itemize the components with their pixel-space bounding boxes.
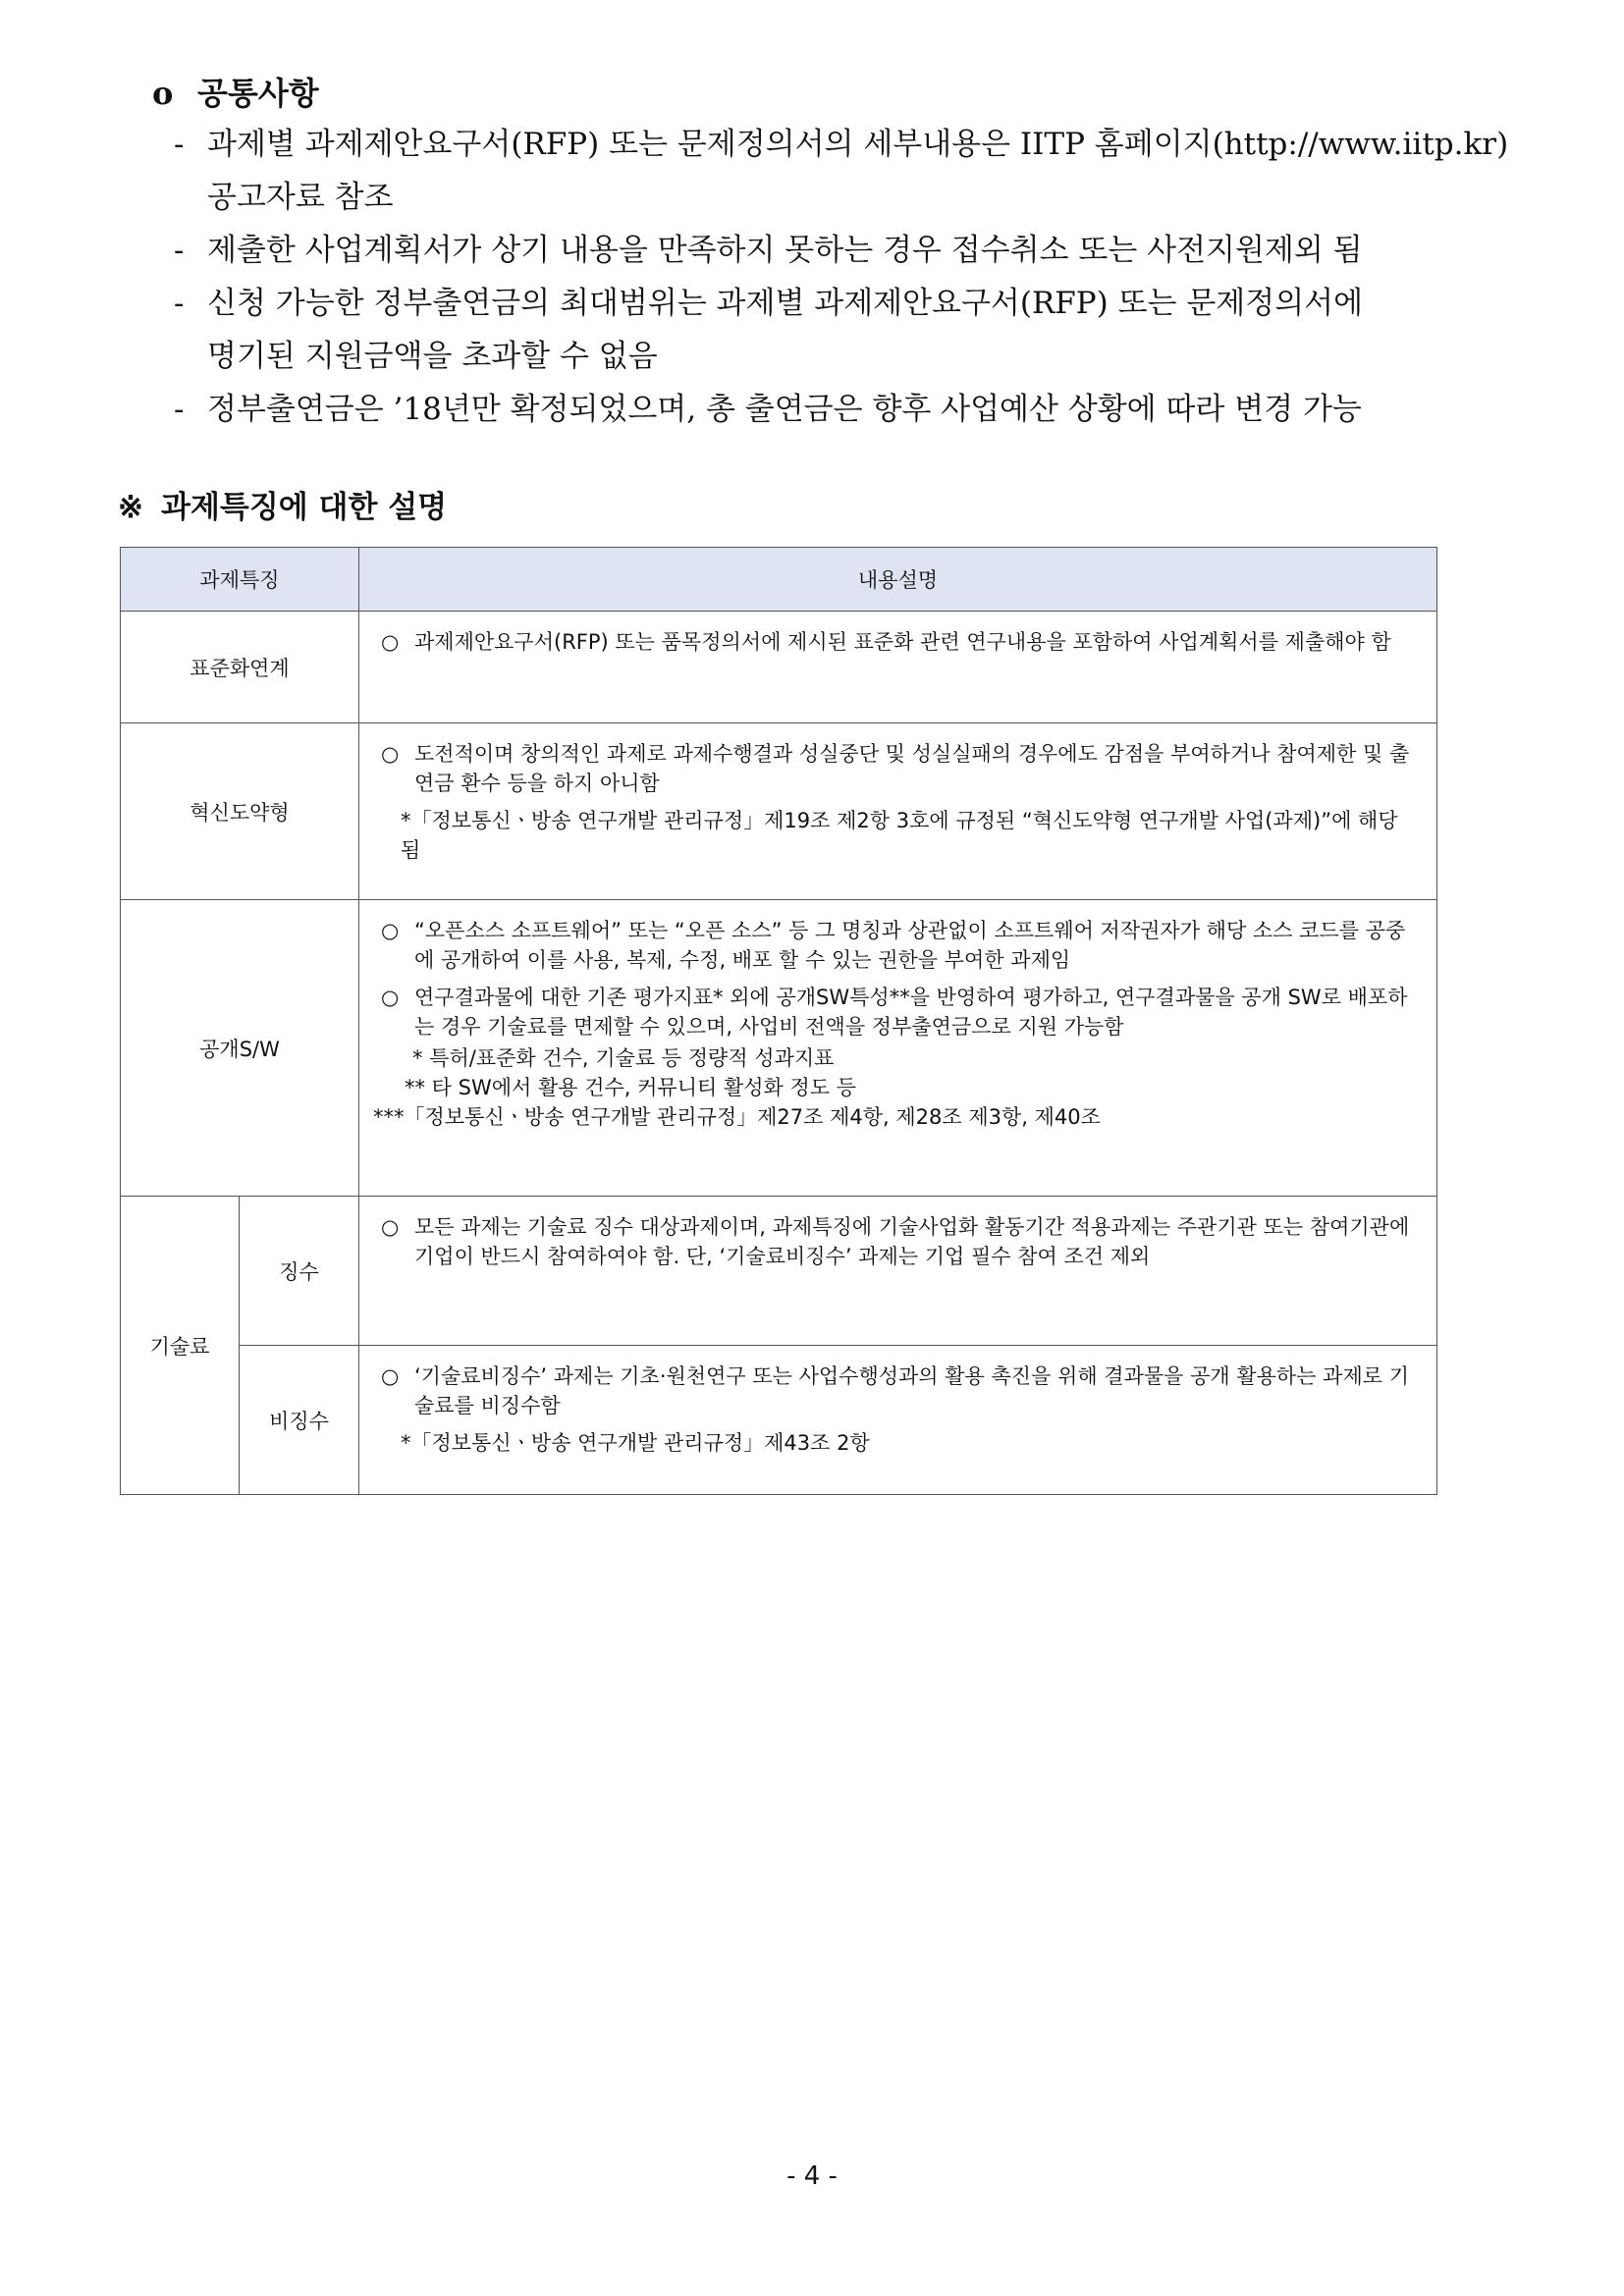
footnote: *「정보통신ㆍ방송 연구개발 관리규정」제19조 제2항 3호에 규정된 “혁신도약형 연구개발 사업(과제)”에 해당됨	[401, 809, 1398, 862]
footnote: * 특허/표준화 건수, 기술료 등 정량적 성과지표	[412, 1046, 835, 1070]
table-row	[121, 723, 1437, 900]
bullet-text: 모든 과제는 기술료 징수 대상과제이며, 과제특징에 기술사업화 활동기간 적용과제는 주관기관 또는 참여기관에 기업이 반드시 참여하여야 함. 단, ‘기술료비징수’ 과제는 기업 필수 참여 조건 제외	[414, 1215, 1410, 1268]
dash-marker: -	[174, 127, 185, 162]
item-line: 과제별 과제제안요구서(RFP) 또는 문제정의서의 세부내용은 IITP 홈페이지(http://www.iitp.kr)	[207, 127, 1509, 162]
circle-bullet: ○	[381, 742, 400, 766]
sub-feature-label: 비징수	[240, 1346, 359, 1495]
footnote: ***「정보통신ㆍ방송 연구개발 관리규정」제27조 제4항, 제28조 제3항, 제40조	[373, 1105, 1101, 1129]
feature-description	[359, 612, 1437, 723]
heading-text: 공통사항	[197, 75, 319, 112]
item-line: 정부출연금은 ’18년만 확정되었으며, 총 출연금은 향후 사업예산 상황에 따라 변경 가능	[207, 392, 1362, 427]
feature-label: 혁신도약형	[121, 723, 359, 900]
circle-bullet: ○	[381, 986, 400, 1009]
note-title-text: 과제특징에 대한 설명	[161, 490, 448, 525]
bullet-text: 연구결과물에 대한 기존 평가지표* 외에 공개SW특성**을 반영하여 평가하고, 연구결과물을 공개 SW로 배포하는 경우 기술료를 면제할 수 있으며, 사업비 전액을 정부출연금으로 지원 가능함	[414, 986, 1408, 1039]
dash-marker: -	[174, 286, 185, 321]
common-item	[152, 277, 1448, 383]
bullet-text: 과제제안요구서(RFP) 또는 품목정의서에 제시된 표준화 관련 연구내용을 포함하여 사업계획서를 제출해야 함	[414, 630, 1391, 654]
item-line: 공고자료 참조	[207, 180, 394, 215]
bullet-text: ‘기술료비징수’ 과제는 기초·원천연구 또는 사업수행성과의 활용 촉진을 위해 결과물을 공개 활용하는 과제로 기술료를 비징수함	[414, 1364, 1409, 1417]
description-bullet	[373, 739, 1417, 798]
bullet-text: “오픈소스 소프트웨어” 또는 “오픈 소스” 등 그 명칭과 상관없이 소프트웨어 저작권자가 해당 소스 코드를 공중에 공개하여 이를 사용, 복제, 수정, 배포 할 수 있는 권한을 부여한 과제임	[414, 919, 1406, 972]
table-row	[121, 1346, 1437, 1495]
common-item	[152, 118, 1509, 224]
sub-feature-label: 징수	[240, 1197, 359, 1346]
heading-bullet: o	[152, 75, 174, 112]
description-bullet	[373, 983, 1417, 1041]
page-number: - 4 -	[786, 2162, 838, 2191]
footnote: *「정보통신ㆍ방송 연구개발 관리규정」제43조 2항	[401, 1431, 870, 1455]
dash-marker: -	[174, 392, 185, 427]
features-table	[120, 547, 1437, 1495]
feature-label: 공개S/W	[121, 900, 359, 1197]
circle-bullet: ○	[381, 919, 400, 942]
circle-bullet: ○	[381, 630, 400, 654]
feature-description	[359, 1346, 1437, 1495]
common-heading	[152, 69, 1448, 118]
description-bullet	[373, 1362, 1417, 1420]
feature-description	[359, 900, 1437, 1197]
feature-description	[359, 723, 1437, 900]
table-row	[121, 1197, 1437, 1346]
table-header-row	[121, 548, 1437, 612]
dash-marker: -	[174, 233, 185, 268]
common-item	[152, 224, 1448, 277]
header-feature: 과제특징	[121, 548, 359, 612]
table-row	[121, 612, 1437, 723]
feature-label: 표준화연계	[121, 612, 359, 723]
bullet-text: 도전적이며 창의적인 과제로 과제수행결과 성실중단 및 성실실패의 경우에도 감점을 부여하거나 참여제한 및 출연금 환수 등을 하지 아니함	[414, 742, 1410, 795]
note-section-title	[118, 483, 447, 532]
description-bullet	[373, 1212, 1417, 1271]
item-line: 신청 가능한 정부출연금의 최대범위는 과제별 과제제안요구서(RFP) 또는 문제정의서에	[207, 286, 1364, 321]
feature-description	[359, 1197, 1437, 1346]
circle-bullet: ○	[381, 1364, 400, 1388]
description-bullet	[373, 916, 1417, 975]
common-section	[152, 69, 1509, 436]
table-row	[121, 900, 1437, 1197]
item-line: 제출한 사업계획서가 상기 내용을 만족하지 못하는 경우 접수취소 또는 사전지원제외 됨	[207, 233, 1363, 268]
description-bullet	[373, 627, 1417, 657]
header-description: 내용설명	[359, 548, 1437, 612]
reference-mark: ※	[118, 490, 143, 525]
feature-label: 기술료	[121, 1197, 240, 1495]
footnote: ** 타 SW에서 활용 건수, 커뮤니티 활성화 정도 등	[405, 1076, 857, 1099]
circle-bullet: ○	[381, 1215, 400, 1239]
common-item	[152, 383, 1448, 436]
item-line: 명기된 지원금액을 초과할 수 없음	[207, 339, 658, 374]
